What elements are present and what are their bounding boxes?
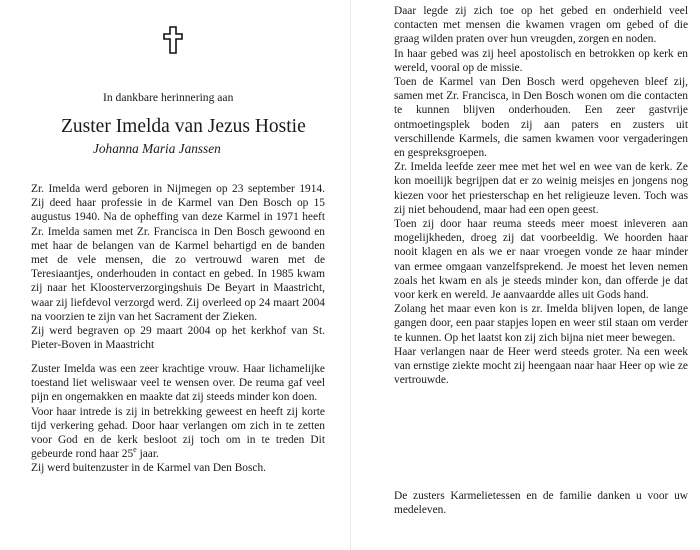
longing-paragraph: Haar verlangen naar de Heer werd steeds groter. Na een week van ernstige ziekte mocht zij heengaan naar haar Heer op wie ze vertrouwde. [394,345,688,387]
birth-name: Johanna Maria Janssen [93,141,221,156]
deceased-name: Zuster Imelda van Jezus Hostie [61,116,306,137]
rheumatism-paragraph: Toen zij door haar reuma steeds meer moest inleveren aan mogelijkheden, droeg zij dat voorbeeldig. We hoorden haar nooit klagen en als we er naar vroegen vonde ze haar minder van ermee omgaan vanzelfsprekend. Je moest het leven nemen zoals het kwam en als je steeds minder kon, dan offerde je dat voor kerk en wereld. Je aanvaardde alles uit Gods hand. [394,218,688,302]
biography-paragraph: Zr. Imelda werd geboren in Nijmegen op 23 september 1914. Zij deed haar professie in de Karmel van Den Bosch op 15 augustus 1940. Na de opheffing van deze Karmel in 1971 heeft Zr. Imelda samen met Zr. Francisca in Den Bosch gewoond en met haar de belangen van de Karmel behartigd en de banden met de vele mensen, die zo vertrouwd waren met de Teresiaantjes, onderhouden in contact en gebed. In 1985 kwam zij naar het Kloosterverzorgingshuis De Beyart in Maastricht, waar zij liefdevol verzorgd werd. Zij overleed op 24 maart 2004 na voorzien te zijn van het Sacrament der Zieken. [31,183,325,323]
church-paragraph: Zr. Imelda leefde zeer mee met het wel en wee van de kerk. Ze kon moeilijk begrijpen dat er zo weinig meisjes en jongens nog kiezen voor het priesterschap en het religieuze leven. Toch was zij niet behoudend, maar had een open geest. [394,161,688,216]
right-panel [350,0,700,550]
vocation-paragraph [31,405,325,462]
intro-text: In dankbare herinnering aan [103,91,234,104]
character-block [31,362,325,476]
ordinal-suffix: e [133,445,137,455]
life-story-block [394,4,688,387]
biography-block [31,182,325,352]
den-bosch-paragraph: Toen de Karmel van Den Bosch werd opgeheven bleef zij, samen met Zr. Francisca, in Den Bosch wonen om die contacten te kunnen blijven onderhouden. Een zeer gastvrije ontmoetingsplek boden zij aan paters en zusters uit verschillende Karmels, die samen kwamen voor vergaderingen en gespreksgroepen. [394,76,688,160]
cross-icon [163,26,183,54]
prayer-paragraph: Daar legde zij zich toe op het gebed en onderhield veel contacten met mensen die kwamen vragen om gebed of die graag wilden praten over hun vreugden, zorgen en noden. [394,5,688,46]
extern-sister-paragraph: Zij werd buitenzuster in de Karmel van Den Bosch. [31,462,267,475]
walking-paragraph: Zolang het maar even kon is zr. Imelda blijven lopen, de lange gangen door, een paar stapjes lopen en weer stil staan om verder te kunnen. Op het laatst kon zij zich bijna niet meer bewegen. [394,303,688,344]
burial-paragraph: Zij werd begraven op 29 maart 2004 op het kerkhof van St. Pieter-Boven in Maastricht [31,325,325,352]
closing-text: De zusters Karmelietessen en de familie danken u voor uw medeleven. [394,490,688,517]
apostolic-paragraph: In haar gebed was zij heel apostolisch en betrokken op kerk en wereld, vooral op de missie. [394,47,688,74]
character-paragraph: Zuster Imelda was een zeer krachtige vrouw. Haar lichamelijke toestand liet weliswaar veel te wensen over. De reuma gaf veel pijn en ongemakken en maakte dat zij steeds minder kon doen. [31,363,325,404]
vocation-text-end: jaar. [136,448,159,461]
vocation-text: Voor haar intrede is zij in betrekking geweest en heeft zij korte tijd verkering gehad. Door haar verlangen om zich in te zetten voor God en de kerk besloot zij toch om in te treden Dit gebeurde rond haar 25 [31,405,325,461]
